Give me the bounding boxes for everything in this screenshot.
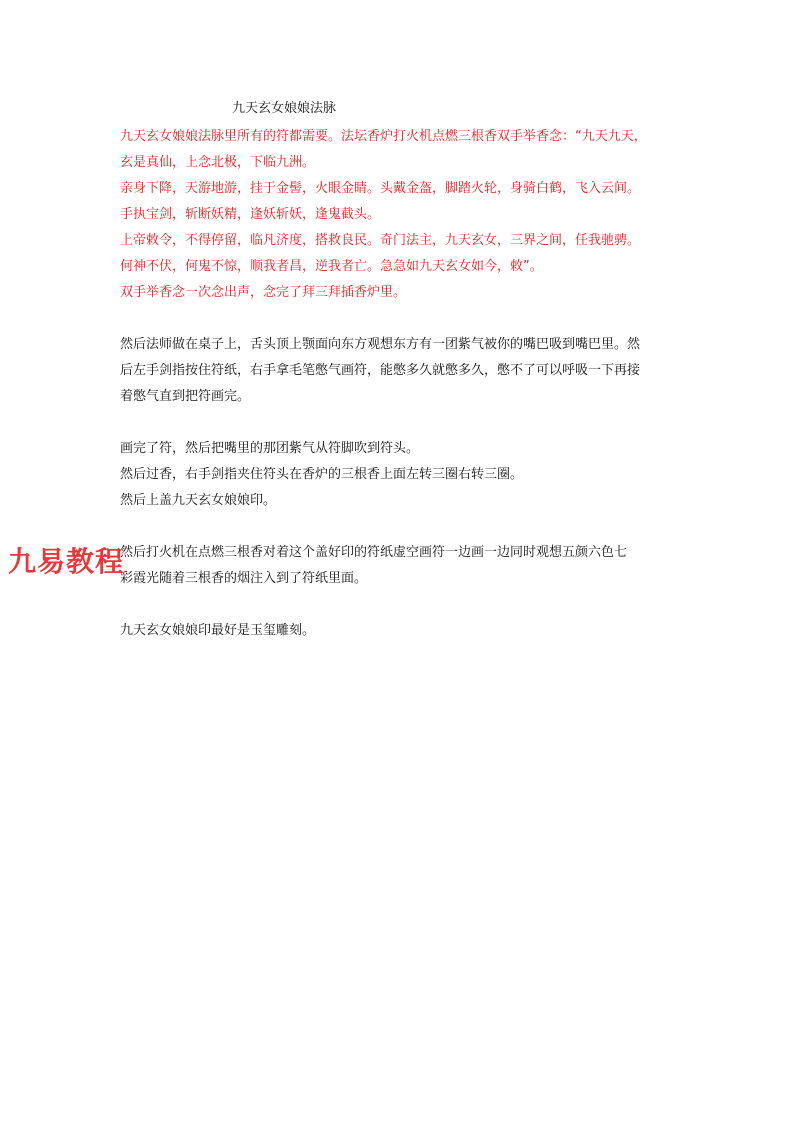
red-text-line: 何神不伏，何鬼不惊，顺我者昌，逆我者亡。急急如九天玄女如今，敕”。 [120,259,543,274]
document-body [120,124,680,644]
body-text-line: 着憋气直到把符画完。 [120,389,251,404]
body-text-line: 彩霞光随着三根香的烟注入到了符纸里面。 [120,571,368,586]
body-text-line: 九天玄女娘娘印最好是玉玺雕刻。 [120,623,316,638]
paragraph-gap [120,514,680,540]
body-text-line: 然后过香，右手剑指夹住符头在香炉的三根香上面左转三圈右转三圈。 [120,467,524,482]
body-text-line: 然后上盖九天玄女娘娘印。 [120,493,277,508]
red-text-line: 九天玄女娘娘法脉里所有的符都需要。法坛香炉打火机点燃三根香双手举香念：“九天九天， [120,129,647,144]
body-text-line: 然后法师做在桌子上，舌头顶上颚面向东方观想东方有一团紫气被你的嘴巴吸到嘴巴里。然 [120,337,641,352]
red-text-line: 手执宝剑，斩断妖精，逢妖斩妖，逢鬼截头。 [120,207,381,222]
red-text-line: 亲身下降，天游地游，挂于金髻，火眼金睛。头戴金盔，脚踏火轮，身骑白鹤，飞入云间。 [120,181,641,196]
red-text-line: 玄是真仙，上念北极，下临九洲。 [120,155,316,170]
red-text-line: 上帝敕令，不得停留，临凡济度，搭救良民。奇门法主，九天玄女，三界之间，任我驰骋。 [120,233,641,248]
body-text-line: 后左手剑指按住符纸，右手拿毛笔憋气画符，能憋多久就憋多久，憋不了可以呼吸一下再接 [120,363,641,378]
body-text-line: 然后打火机在点燃三根香对着这个盖好印的符纸虚空画符一边画一边同时观想五颜六色七 [120,545,628,560]
paragraph-gap [120,592,680,618]
watermark-logo: 九易教程 [8,545,125,578]
body-text-line: 画完了符，然后把嘴里的那团紫气从符脚吹到符头。 [120,441,420,456]
paragraph-gap [120,306,680,332]
red-text-line: 双手举香念一次念出声，念完了拜三拜插香炉里。 [120,285,407,300]
paragraph-gap [120,410,680,436]
document-title: 九天玄女娘娘法脉 [232,101,337,116]
